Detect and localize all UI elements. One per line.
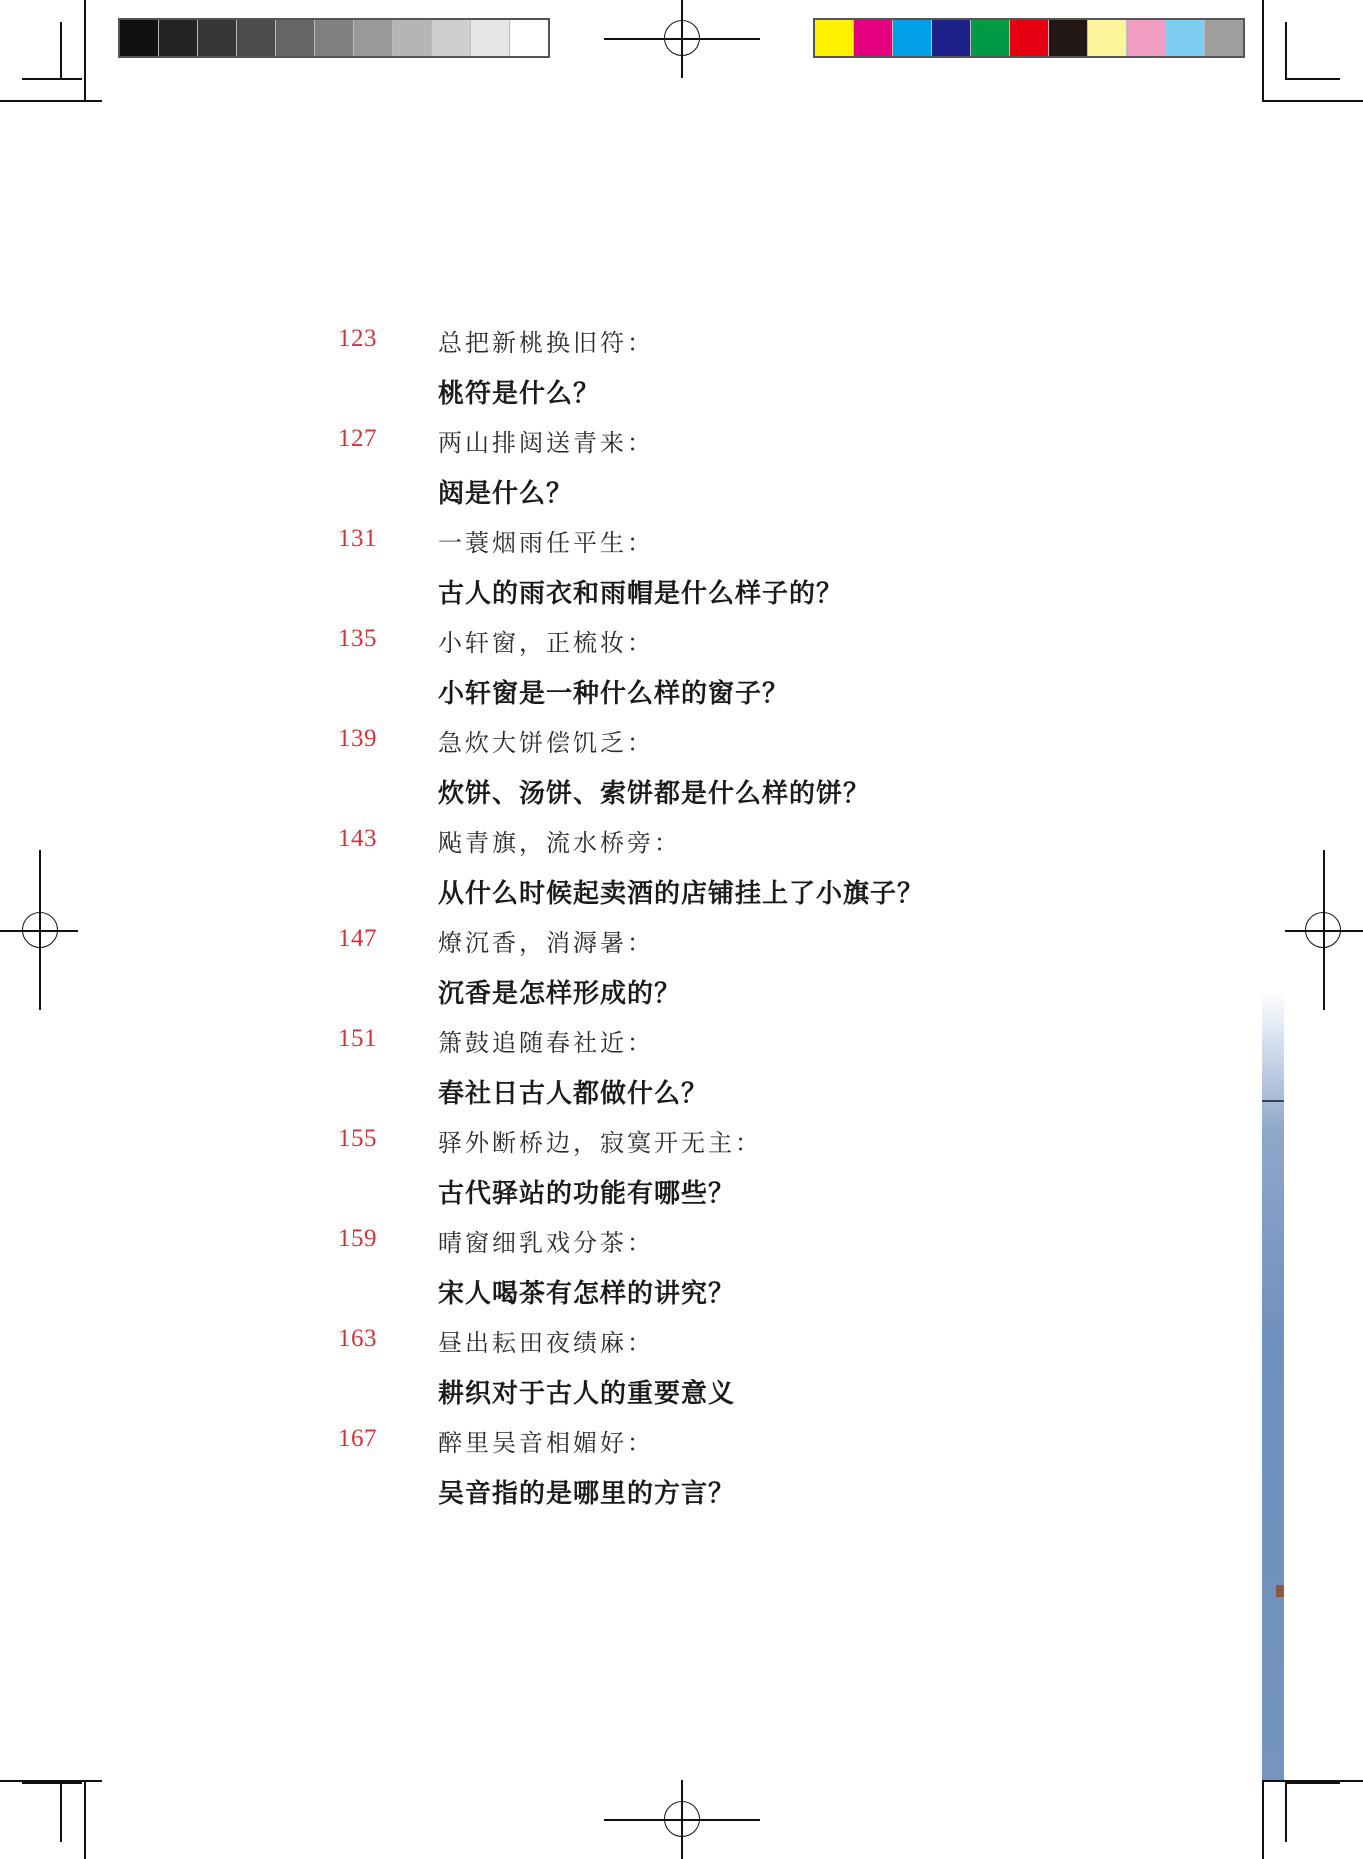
entry-title: 飐青旗，流水桥旁：: [438, 829, 681, 857]
page-number: 159: [338, 1225, 377, 1252]
entry-question: 沉香是怎样形成的？: [438, 979, 682, 1009]
toc-entry[interactable]: [0, 425, 1363, 525]
toc-entry[interactable]: [0, 325, 1363, 425]
entry-title: 两山排闼送青来：: [438, 429, 654, 457]
entry-question: 小轩窗是一种什么样的窗子？: [438, 679, 790, 709]
page-number: 147: [338, 925, 377, 952]
entry-title: 燎沉香，消溽暑：: [438, 929, 654, 957]
entry-title: 昼出耘田夜绩麻：: [438, 1329, 654, 1357]
page-number: 139: [338, 725, 377, 752]
toc-entry[interactable]: [0, 1125, 1363, 1225]
entry-title: 醉里吴音相媚好：: [438, 1429, 654, 1457]
page-number: 127: [338, 425, 377, 452]
page-number: 143: [338, 825, 377, 852]
entry-title: 一蓑烟雨任平生：: [438, 529, 654, 557]
entry-question: 古人的雨衣和雨帽是什么样子的？: [438, 579, 844, 609]
entry-title: 驿外断桥边，寂寞开无主：: [438, 1129, 762, 1157]
toc-entry[interactable]: [0, 1025, 1363, 1125]
page-number: 155: [338, 1125, 377, 1152]
toc-entry[interactable]: [0, 525, 1363, 625]
page-number: 123: [338, 325, 377, 352]
toc-entry[interactable]: [0, 1425, 1363, 1525]
toc-entry[interactable]: [0, 825, 1363, 925]
entry-title: 急炊大饼偿饥乏：: [438, 729, 654, 757]
page-number: 167: [338, 1425, 377, 1452]
entry-question: 古代驿站的功能有哪些？: [438, 1179, 736, 1209]
entry-question: 从什么时候起卖酒的店铺挂上了小旗子？: [438, 879, 925, 909]
entry-question: 炊饼、汤饼、索饼都是什么样的饼？: [438, 779, 871, 809]
page-number: 163: [338, 1325, 377, 1352]
toc-entry[interactable]: [0, 725, 1363, 825]
toc-entry[interactable]: [0, 1225, 1363, 1325]
entry-question: 桃符是什么？: [438, 379, 601, 409]
entry-title: 晴窗细乳戏分茶：: [438, 1229, 654, 1257]
entry-question: 耕织对于古人的重要意义: [438, 1379, 736, 1409]
entry-question: 宋人喝茶有怎样的讲究？: [438, 1279, 736, 1309]
page-number: 151: [338, 1025, 377, 1052]
entry-question: 春社日古人都做什么？: [438, 1079, 709, 1109]
entry-question: 闼是什么？: [438, 479, 574, 509]
page-number: 131: [338, 525, 377, 552]
toc-entry[interactable]: [0, 625, 1363, 725]
toc-entry[interactable]: [0, 1325, 1363, 1425]
page-number: 135: [338, 625, 377, 652]
entry-question: 吴音指的是哪里的方言？: [438, 1479, 736, 1509]
entry-title: 小轩窗，正梳妆：: [438, 629, 654, 657]
toc-entry[interactable]: [0, 925, 1363, 1025]
entry-title: 总把新桃换旧符：: [438, 329, 654, 357]
entry-title: 箫鼓追随春社近：: [438, 1029, 654, 1057]
